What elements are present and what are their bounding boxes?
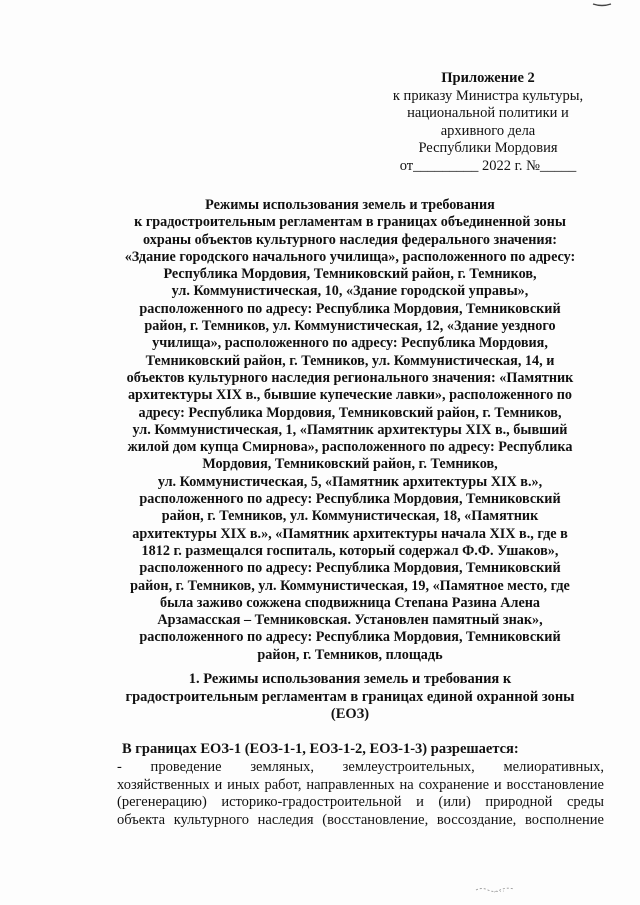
title-line: ул. Коммунистическая, 10, «Здание городской управы», [171, 283, 529, 300]
document-title [100, 197, 600, 664]
appendix-header [388, 70, 588, 175]
title-line: к градостроительным регламентам в границах объединенной зоны [134, 214, 566, 231]
title-line: 1812 г. размещался госпиталь, который содержал Ф.Ф. Ушаков», [141, 542, 559, 559]
title-line: объектов культурного наследия регионального значения: «Памятник [126, 369, 574, 386]
section-1-body [117, 759, 604, 829]
title-line: район, г. Темников, ул. Коммунистическая, 18, «Памятник [161, 508, 539, 525]
section-heading-line: 1. Режимы использования земель и требования к [188, 671, 512, 687]
title-line: архитектуры XIX в., бывшие купеческие лавки», расположенного по [127, 387, 573, 404]
title-line: охраны объектов культурного наследия федерального значения: [143, 231, 557, 248]
body-line: (регенерацию) историко-градостроительной и (или) природной среды [117, 794, 604, 811]
title-line: Режимы использования земель и требования [205, 197, 495, 213]
title-line: «Здание городского начального училища», расположенного по адресу: [124, 248, 576, 265]
scan-smudge-mark [474, 884, 518, 894]
appendix-date-number: от_________ 2022 г. №_____ [399, 157, 577, 174]
appendix-title: Приложение 2 [441, 70, 535, 86]
body-line: объекта культурного наследия (восстановление, воссоздание, восполнение [117, 811, 604, 828]
title-line: Республика Мордовия, Темниковский район, г. Темников, [163, 266, 537, 283]
body-line: - проведение земляных, землеустроительных, мелиоративных, [117, 759, 604, 775]
title-line: Арзамасская – Темниковская. Установлен памятный знак», [157, 612, 543, 629]
appendix-line: архивного дела [440, 122, 536, 139]
title-line: ул. Коммунистическая, 5, «Памятник архитектуры XIX в.», [157, 473, 543, 490]
title-line: была заживо сожжена сподвижница Степана Разина Алена [159, 594, 541, 611]
section-heading-line: (ЕОЗ) [330, 706, 370, 722]
scan-corner-mark [592, 3, 612, 7]
title-line: расположенного по адресу: Республика Мордовия, Темниковский [139, 300, 561, 317]
title-line: район, г. Темников, ул. Коммунистическая, 19, «Памятное место, где [130, 577, 570, 594]
section-1-heading [96, 671, 604, 724]
appendix-line: Республики Мордовия [418, 140, 558, 156]
body-line: хозяйственных и иных работ, направленных на сохранение и восстановление [117, 776, 604, 793]
appendix-line: к приказу Министра культуры, [392, 87, 584, 104]
title-line: училища», расположенного по адресу: Республика Мордовия, [152, 335, 548, 352]
title-line: расположенного по адресу: Республика Мордовия, Темниковский [139, 491, 561, 508]
title-line: адресу: Республика Мордовия, Темниковский район, г. Темников, [138, 404, 562, 421]
title-line: Темниковский район, г. Темников, ул. Коммунистическая, 14, и [145, 352, 555, 369]
title-line: расположенного по адресу: Республика Мордовия, Темниковский [139, 629, 561, 646]
title-line: расположенного по адресу: Республика Мордовия, Темниковский [139, 560, 561, 577]
section-heading-line: градостроительным регламентам в границах единой охранной зоны [125, 688, 575, 705]
title-line: архитектуры XIX в.», «Памятник архитектуры начала XIX в., где в [132, 525, 568, 542]
title-line: жилой дом купца Смирнова», расположенного по адресу: Республика [127, 439, 573, 456]
title-line: Мордовия, Темниковский район, г. Темников, [202, 456, 498, 473]
title-line: район, г. Темников, ул. Коммунистическая, 12, «Здание уездного [144, 318, 556, 335]
title-line: ул. Коммунистическая, 1, «Памятник архитектуры XIX в., бывший [132, 421, 568, 438]
eoz-1-subheading: В границах ЕОЗ-1 (ЕОЗ-1-1, ЕОЗ-1-2, ЕОЗ-1-3) разрешается: [122, 741, 519, 757]
appendix-line: национальной политики и [407, 105, 569, 121]
title-line: район, г. Темников, площадь [257, 646, 443, 663]
